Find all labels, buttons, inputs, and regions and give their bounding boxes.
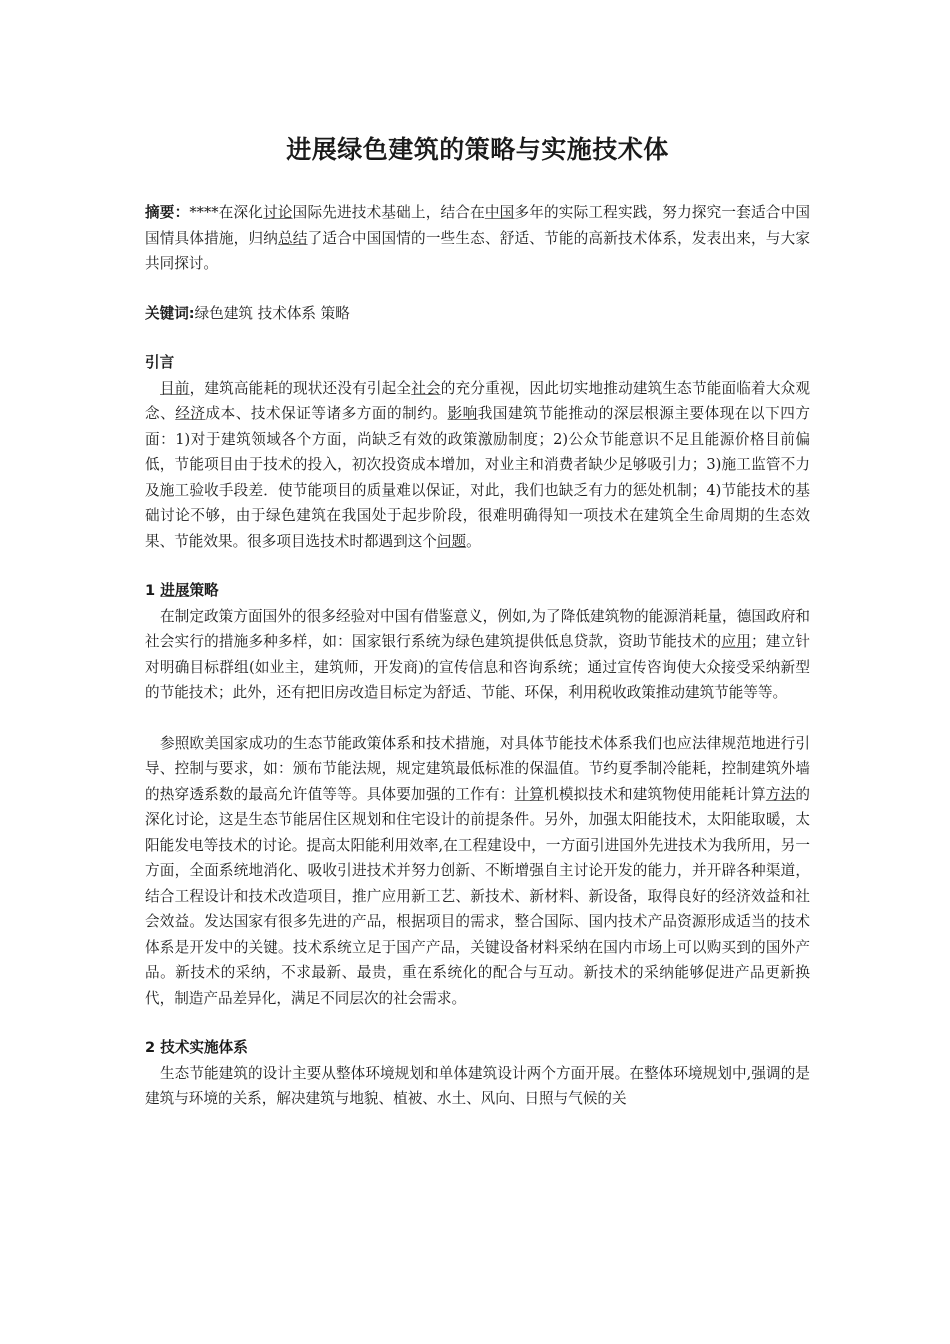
link-method[interactable]: 方法 (765, 785, 796, 803)
section-2-heading: 2 技术实施体系 (145, 1039, 248, 1056)
section-heading-text: 策略 (189, 582, 219, 599)
keywords-text: 绿色建筑 技术体系 策略 (194, 304, 350, 322)
text-run: 国际先进技术基础上，结合在 (292, 204, 485, 221)
link-society[interactable]: 社会 (411, 379, 441, 397)
link-china[interactable]: 中国 (484, 204, 515, 221)
keywords-line (145, 301, 810, 327)
text-run: ****在深化 (189, 204, 264, 221)
abstract-paragraph (145, 200, 810, 277)
link-compute[interactable]: 计算 (514, 785, 545, 803)
keywords-label: 关键词: (145, 304, 195, 322)
text-run: 。 (466, 532, 481, 550)
intro-paragraph (145, 376, 810, 555)
document-title: 进展绿色建筑的策略与实施技术体 (286, 135, 669, 164)
document-page (145, 130, 810, 1112)
link-development[interactable]: 进展 (160, 582, 190, 599)
intro-heading: 引言 (145, 354, 175, 371)
link-economy[interactable]: 经济 (175, 405, 206, 422)
link-discussion[interactable]: 讨论 (263, 204, 293, 221)
section-number: 1 (145, 582, 161, 599)
section-1-paragraph-1 (145, 604, 810, 706)
section-2-paragraph-1: 生态节能建筑的设计主要从整体环境规划和单体建筑设计两个方面开展。在整体环境规划中,强调的是建筑与环境的关系，解决建筑与地貌、植被、水土、风向、日照与气候的关 (145, 1064, 810, 1107)
link-influence[interactable]: 影响 (447, 405, 478, 422)
text-run: 了适合中国国情的一些生态、舒适、节能的高新技术体系，发表出来，与大家共同探讨。 (145, 229, 810, 272)
text-run: 的深化讨论，这是生态节能居住区规划和住宅设计的前提条件。另外，加强太阳能技术，太阳能取暖，太阳能发电等技术的讨论。提高太阳能利用效率,在工程建设中，一方面引进国外先进技术为我所用，另一方面，全面系统地消化、吸收引进技术并努力创新、不断增强自主讨论开发的能力，并开辟各种渠道，结合工程设计和技术改造项目，推广应用新工艺、新技术、新材料、新设备，取得良好的经济效益和社会效益。发达国家有很多先进的产品，根据项目的需求，整合国际、国内技术产品资源形成适当的技术体系是开发中的关键。技术系统立足于国产产品，关键设备材料采纳在国内市场上可以购买到的国外产品。新技术的采纳，不求最新、最贵，重在系统化的配合与互动。新技术的采纳能够促进产品更新换代，制造产品差异化，满足不同层次的社会需求。 (145, 785, 810, 1007)
text-run: 参照欧美国家成功的生态节能政策体系和技术措施，对具体节能技术体系我们也应法律规范地进行引导、控制与要求，如：颁布节能法规，规定建筑最低标准的保温值。节约夏季制冷能耗，控制建筑外墙的热穿透系数的最高允许值等等。具体要加强的工作有： (145, 734, 810, 803)
text-run: 多年的实际工程实践，努力探究一套适合中国国情具体措施，归纳 (145, 204, 810, 247)
link-problem[interactable]: 问题 (436, 532, 467, 550)
section-1-heading (145, 578, 810, 604)
text-run: 的充分重视，因此切实地推动建筑生态节能面临着大众观念、 (145, 379, 810, 422)
link-currently[interactable]: 目前 (160, 379, 190, 397)
text-run: ，建筑高能耗的现状还没有引起全 (189, 379, 412, 397)
text-run: 成本、技术保证等诸多方面的制约。 (205, 405, 448, 422)
text-run: ；建立针对明确目标群组(如业主，建筑师，开发商)的宣传信息和咨询系统；通过宣传咨询使大众接受采纳新型的节能技术；此外，还有把旧房改造目标定为舒适、节能、环保，利用税收政策推动建筑节能等等。 (145, 633, 810, 701)
text-run: 我国建筑节能推动的深层根源主要体现在以下四方面：1)对于建筑领域各个方面，尚缺乏有效的政策激励制度；2)公众节能意识不足且能源价格目前偏低，节能项目由于技术的投入，初次投资成本增加，对业主和消费者缺少足够吸引力；3)施工监管不力及施工验收手段差．使节能项目的质量难以保证，对此，我们也缺乏有力的惩处机制；4)节能技术的基础讨论不够，由于绿色建筑在我国处于起步阶段，很难明确得知一项技术在建筑全生命周期的生态效果、节能效果。很多项目选技术时都遇到这个 (145, 405, 810, 550)
section-1-paragraph-2 (145, 731, 810, 1012)
text-run: 机模拟技术和建筑物使用能耗计算 (544, 785, 766, 803)
link-summary[interactable]: 总结 (278, 229, 308, 247)
abstract-label: 摘要： (145, 204, 190, 221)
link-application[interactable]: 应用 (721, 633, 752, 650)
text-run: 在制定政策方面国外的很多经验对中国有借鉴意义，例如,为了降低建筑物的能源消耗量，德国政府和社会实行的措施多种多样，如：国家银行系统为绿色建筑提供低息贷款，资助节能技术的 (145, 607, 810, 650)
